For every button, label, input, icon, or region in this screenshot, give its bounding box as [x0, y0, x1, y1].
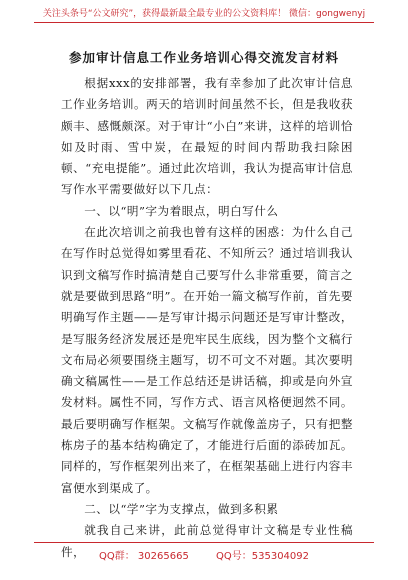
section-heading-1: 一、以“明”字为着眼点，明白写什么	[84, 203, 279, 218]
footer-divider	[34, 542, 374, 543]
document-body	[61, 73, 353, 563]
section-heading-2: 二、以“学”字为支撑点，做到多积累	[84, 501, 279, 516]
paragraph-section-2: 就我自己来讲，此前总觉得审计文稿是专业性稿件，	[61, 523, 353, 559]
document-title: 参加审计信息工作业务培训心得交流发言材料	[68, 50, 339, 65]
header-divider	[34, 22, 374, 23]
footer-qq: QQ号：535304092	[216, 551, 310, 562]
footer	[0, 547, 408, 562]
header-banner: 关注头条号“公文研究”，获得最新最全最专业的公文资料库！ 微信：gongwenyj	[42, 9, 366, 19]
paragraph-section-1: 在此次培训之前我也曾有这样的困惑：为什么自己在写作时总觉得如雾里看花、不知所云？通过培训我认识到文稿写作时搞清楚自己要写什么非常重要，简言之就是要做到思路“明”。在开始一篇文稿写作前，首先要明确写作主题——是写审计揭示问题还是写审计整改，是写服务经济发展还是兜牢民生底线，因为整个文稿行文布局必须要围绕主题写，切不可文不对题。其次要明确文稿属性——是工作总结还是讲话稿，抑或是向外宣发材料。属性不同，写作方式、语言风格便迥然不同。最后要明确写作框架。文稿写作就像盖房子，只有把整栋房子的基本结构确定了，才能进行后面的添砖加瓦。同样的，写作框架列出来了，在框架基础上进行内容丰富便水到渠成了。	[61, 225, 353, 495]
paragraph-intro: 根据xxx的安排部署，我有幸参加了此次审计信息工作业务培训。两天的培训时间虽然不长，但是我收获颇丰、感慨颇深。对于审计“小白”来讲，这样的培训恰如及时雨、雪中炭，在最短的时间内帮助我扫除困顿、“充电提能”。通过此次培训，我认为提高审计信息写作水平需要做好以下几点：	[61, 76, 353, 197]
footer-qq-group: QQ群： 30265665	[98, 551, 189, 562]
